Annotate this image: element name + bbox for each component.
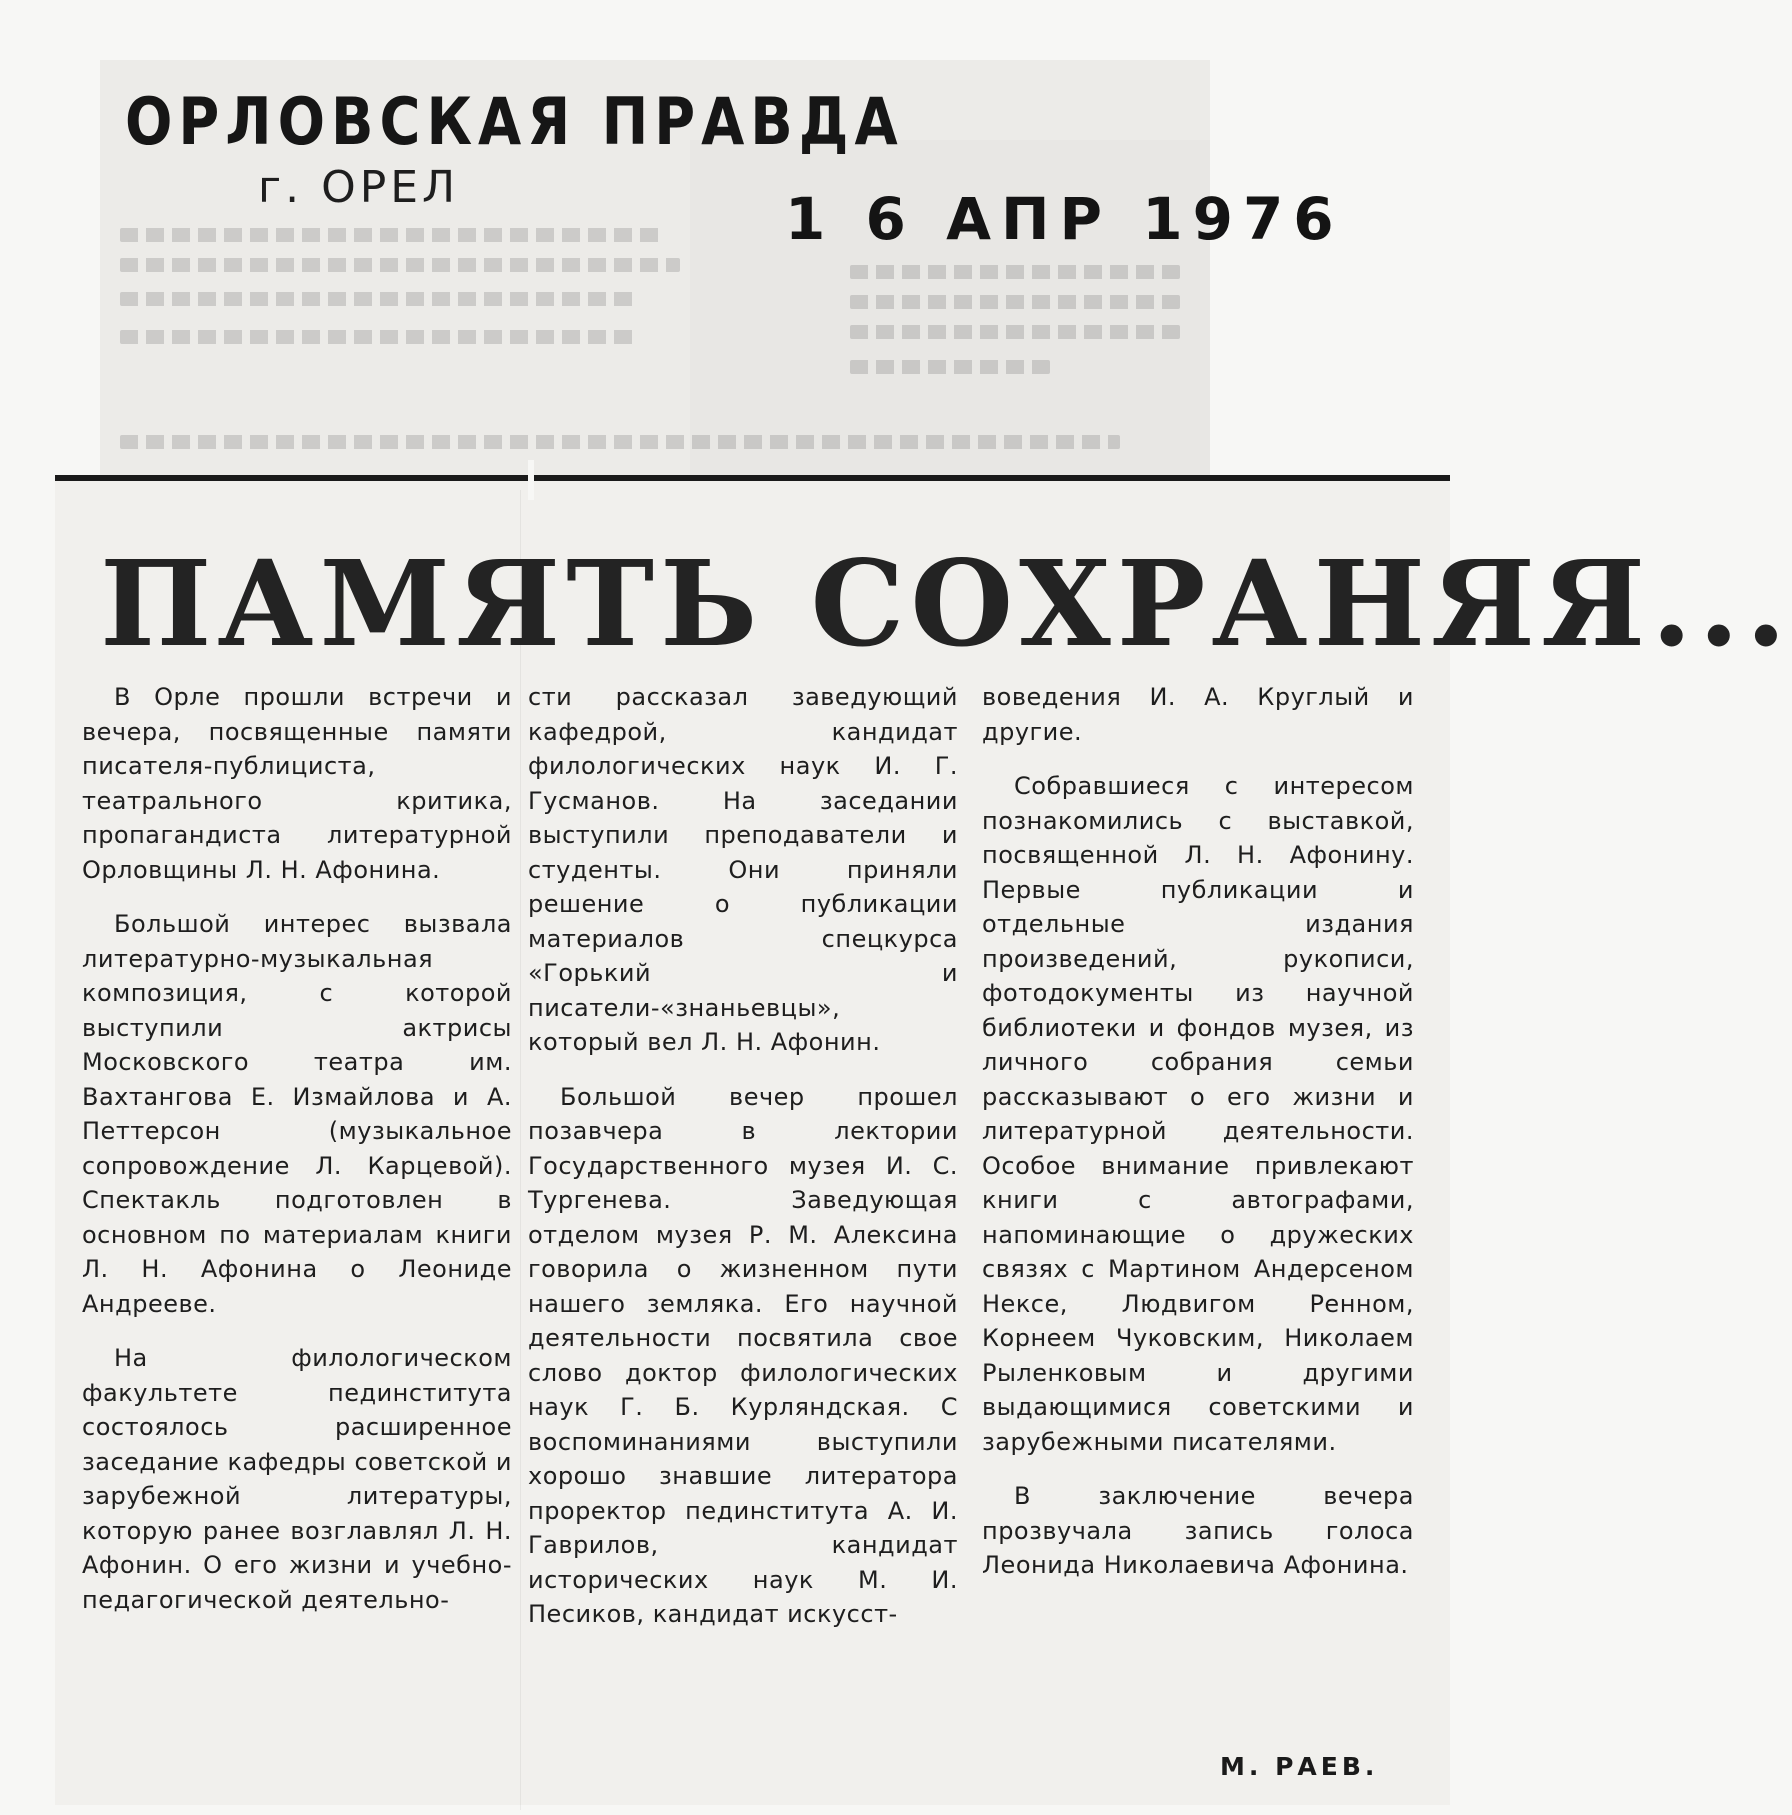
newspaper-name-stamp: ОРЛОВСКАЯ ПРАВДА	[125, 83, 904, 160]
paragraph: сти рассказал заведующий кафедрой, кандидат филологических наук И. Г. Гусманов. На заседании выступили преподаватели и студенты. Они приняли решение о публикации материалов спецкурса «Горький и писатели-«знаньевцы», который вел Л. Н. Афонин.	[528, 683, 958, 1056]
faded-text-line	[120, 228, 660, 242]
article-column-2	[528, 680, 958, 1632]
date-stamp: 1 6 АПР 1976	[785, 185, 1344, 253]
paragraph: В заключение вечера прозвучала запись голоса Леонида Николаевича Афонина.	[982, 1482, 1414, 1579]
paragraph: Собравшиеся с интересом познакомились с выставкой, посвященной Л. Н. Афонину. Первые публикации и отдельные издания произведений, рукописи, фотодокументы из научной библиотеки и фондов музея, из личного собрания семьи рассказывают о его жизни и литературной деятельности. Особое внимание привлекают книги с автографами, напоминающие о дружеских связях с Мартином Андерсеном Нексе, Людвигом Ренном, Корнеем Чуковским, Николаем Рыленковым и другими выдающимися советскими и зарубежными писателями.	[982, 772, 1414, 1456]
paragraph: воведения И. А. Круглый и другие.	[982, 683, 1414, 746]
paragraph: Большой интерес вызвала литературно-музыкальная композиция, с которой выступили актрисы Московского театра им. Вахтангова Е. Измайлова и А. Петтерсон (музыкальное сопровождение Л. Карцевой). Спектакль подготовлен в основном по материалам книги Л. Н. Афонина о Леониде Андрееве.	[82, 910, 512, 1318]
paragraph: Большой вечер прошел позавчера в лектории Государственного музея И. С. Тургенева. Заведующая отделом музея Р. М. Алексина говорила о жизненном пути нашего земляка. Его научной деятельности посвятила свое слово доктор филологических наук Г. Б. Курляндская. С воспоминаниями выступили хорошо знавшие литератора проректор пединститута А. И. Гаврилов, кандидат исторических наук М. И. Песиков, кандидат искусст-	[528, 1082, 958, 1628]
faded-text-line	[120, 435, 1120, 449]
article-headline: ПАМЯТЬ СОХРАНЯЯ...	[100, 534, 1792, 673]
faded-text-line	[850, 295, 1180, 309]
city-stamp: г. ОРЕЛ	[258, 162, 460, 213]
faded-text-line	[850, 265, 1180, 279]
author-signature: М. РАЕВ.	[1220, 1752, 1379, 1781]
article-column-1	[82, 680, 512, 1617]
article-column-3	[982, 680, 1414, 1583]
faded-text-line	[120, 258, 680, 272]
paragraph: В Орле прошли встречи и вечера, посвященные памяти писателя-публициста, театрального критика, пропагандиста литературной Орловщины Л. Н. Афонина.	[82, 683, 512, 884]
faded-text-line	[850, 325, 1180, 339]
paragraph: На филологическом факультете пединститута состоялось расширенное заседание кафедры советской и зарубежной литературы, которую ранее возглавлял Л. Н. Афонин. О его жизни и учебно-педагогической деятельно-	[82, 1344, 512, 1614]
faded-text-line	[850, 360, 1050, 374]
faded-text-line	[120, 330, 640, 344]
paper-crease	[520, 490, 521, 1810]
faded-text-line	[120, 292, 640, 306]
clipping-notch	[528, 460, 534, 500]
